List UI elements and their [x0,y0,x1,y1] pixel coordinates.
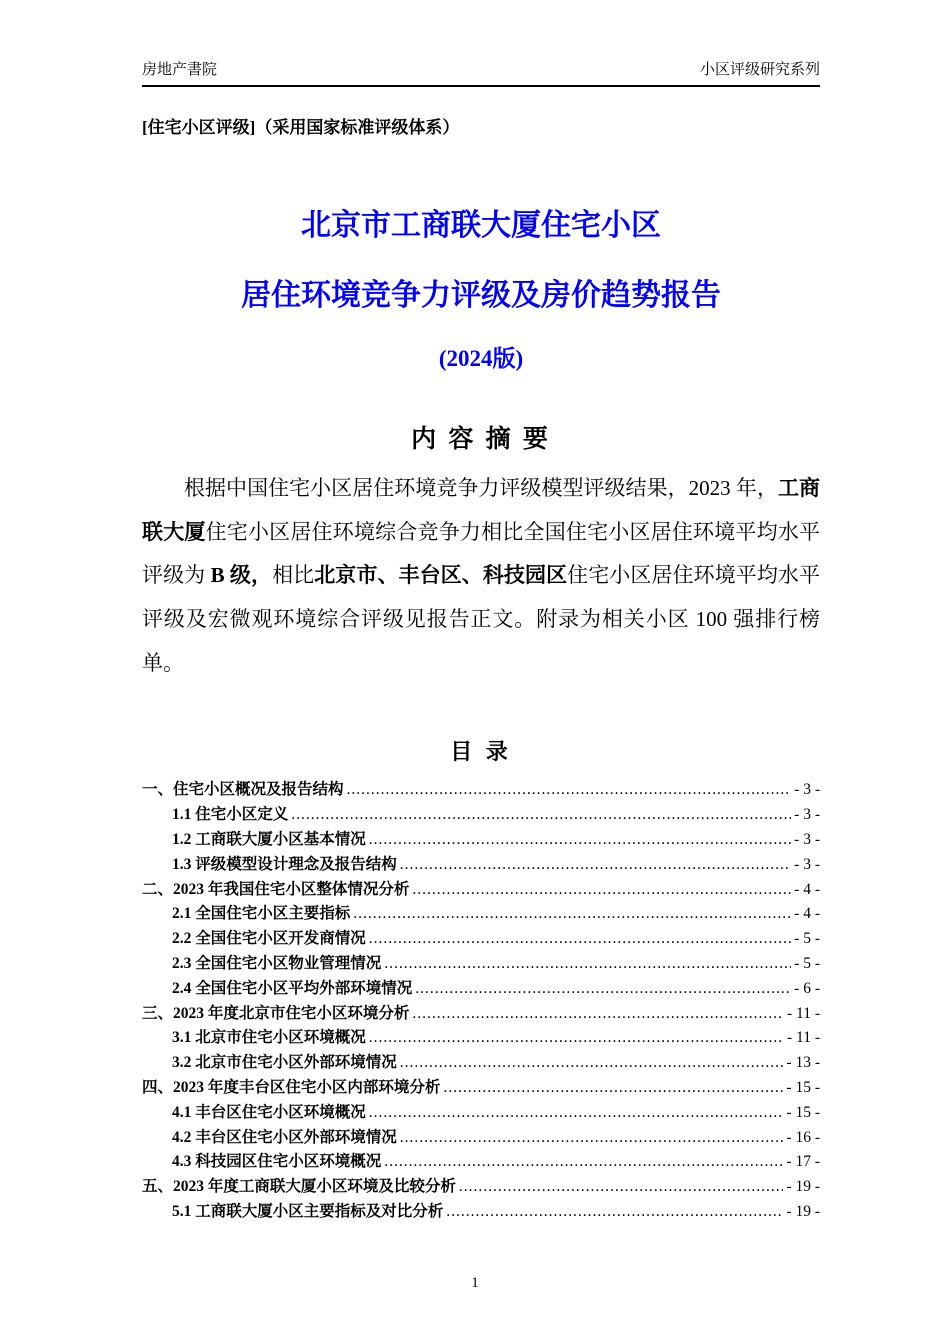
toc-entry [142,1076,820,1101]
toc-heading: 目 录 [450,739,512,765]
toc-entry-label: 2.4 全国住宅小区平均外部环境情况 [172,979,413,997]
toc-dot-leader [291,803,791,828]
toc-dot-leader [353,902,791,927]
toc-entry-label: 5.1 工商联大厦小区主要指标及对比分析 [172,1202,444,1220]
header-left-text: 房地产書院 [142,62,218,78]
toc-dot-leader [412,1002,784,1027]
toc-entry-label: 二、2023 年我国住宅小区整体情况分析 [142,880,410,898]
abstract-segment: 相比 [272,563,315,588]
toc-page-number: - 11 - [787,1029,820,1047]
toc-entry [142,902,820,927]
toc-entry [142,828,820,853]
toc-entry-label: 1.3 评级模型设计理念及报告结构 [172,855,397,873]
toc-dot-leader [400,853,791,878]
toc-page-number: - 19 - [786,1178,820,1196]
toc-dot-leader [412,878,791,903]
toc-dot-leader [347,778,792,803]
report-title-line1: 北京市工商联大厦住宅小区 [301,209,661,242]
page-header [142,58,820,87]
toc-dot-leader [369,927,791,952]
toc-dot-leader [384,952,791,977]
toc-page-number: - 11 - [787,1004,820,1022]
toc-list [142,778,820,1224]
toc-dot-leader [415,977,791,1002]
toc-page-number: - 16 - [786,1128,820,1146]
toc-entry [142,1150,820,1175]
toc-entry [142,853,820,878]
toc-entry-label: 4.2 丰台区住宅小区外部环境情况 [172,1128,397,1146]
abstract-segment-bold: 北京市、丰台区、科技园区 [314,563,568,588]
toc-dot-leader [384,1150,783,1175]
toc-page-number: - 19 - [786,1202,820,1220]
toc-entry-label: 五、2023 年度工商联大厦小区环境及比较分析 [142,1178,456,1196]
abstract-segment-bold: 工商联大厦 [142,476,821,544]
abstract-heading: 内 容 摘 要 [411,426,551,453]
toc-page-number: - 15 - [786,1103,820,1121]
report-series-line: [住宅小区评级]（采用国家标准评级体系） [142,118,460,137]
toc-entry-label: 3.2 北京市住宅小区外部环境情况 [172,1054,397,1072]
toc-dot-leader [446,1200,783,1225]
toc-page-number: - 4 - [794,880,820,898]
toc-entry [142,1002,820,1027]
report-title-line2: 居住环境竞争力评级及房价趋势报告 [241,279,721,312]
toc-page-number: - 5 - [794,930,820,948]
toc-entry [142,1051,820,1076]
toc-page-number: - 6 - [794,979,820,997]
toc-entry-label: 2.3 全国住宅小区物业管理情况 [172,954,382,972]
toc-page-number: - 4 - [794,905,820,923]
toc-dot-leader [369,1101,784,1126]
report-title-edition: (2024版) [438,346,524,371]
toc-entry [142,1026,820,1051]
header-right-text: 小区评级研究系列 [699,62,820,78]
toc-entry [142,1200,820,1225]
toc-entry-label: 四、2023 年度丰台区住宅小区内部环境分析 [142,1078,441,1096]
toc-page-number: - 3 - [794,855,820,873]
toc-entry-label: 3.1 北京市住宅小区环境概况 [172,1029,366,1047]
toc-page-number: - 5 - [794,954,820,972]
toc-entry-label: 4.3 科技园区住宅小区环境概况 [172,1153,382,1171]
toc-page-number: - 3 - [794,830,820,848]
toc-entry [142,1101,820,1126]
toc-dot-leader [400,1126,784,1151]
toc-entry-label: 2.2 全国住宅小区开发商情况 [172,930,366,948]
toc-entry-label: 2.1 全国住宅小区主要指标 [172,905,351,923]
toc-dot-leader [369,1026,784,1051]
toc-entry [142,977,820,1002]
toc-entry-label: 1.2 工商联大厦小区基本情况 [172,830,366,848]
toc-entry [142,778,820,803]
toc-entry [142,1126,820,1151]
toc-entry [142,1175,820,1200]
toc-entry [142,952,820,977]
toc-page-number: - 3 - [794,781,820,799]
toc-entry [142,927,820,952]
toc-page-number: - 17 - [786,1153,820,1171]
abstract-paragraph [142,467,820,685]
abstract-segment: 根据中国住宅小区居住环境竞争力评级模型评级结果，2023 年， [184,476,778,500]
toc-dot-leader [369,828,791,853]
toc-dot-leader [400,1051,784,1076]
toc-dot-leader [443,1076,783,1101]
toc-entry-label: 一、住宅小区概况及报告结构 [142,781,344,799]
toc-entry-label: 4.1 丰台区住宅小区环境概况 [172,1103,366,1121]
toc-entry [142,803,820,828]
toc-page-number: - 3 - [794,806,820,824]
toc-entry-label: 三、2023 年度北京市住宅小区环境分析 [142,1004,410,1022]
toc-entry [142,878,820,903]
title-block [142,200,820,373]
toc-dot-leader [459,1175,784,1200]
toc-page-number: - 13 - [786,1054,820,1072]
abstract-segment-bold: B 级， [210,563,273,588]
abstract-segment: 住宅小区居住环境综合竞争力相比全国住宅小区居住环境平均水平评级为 [142,519,821,588]
toc-entry-label: 1.1 住宅小区定义 [172,806,289,824]
footer-page-number: 1 [471,1275,479,1291]
toc-page-number: - 15 - [786,1078,820,1096]
abstract-segment: 住宅小区居住环境平均水平评级及宏微观环境综合评级见报告正文。附录为相关小区 100 强排行榜单。 [142,563,821,675]
